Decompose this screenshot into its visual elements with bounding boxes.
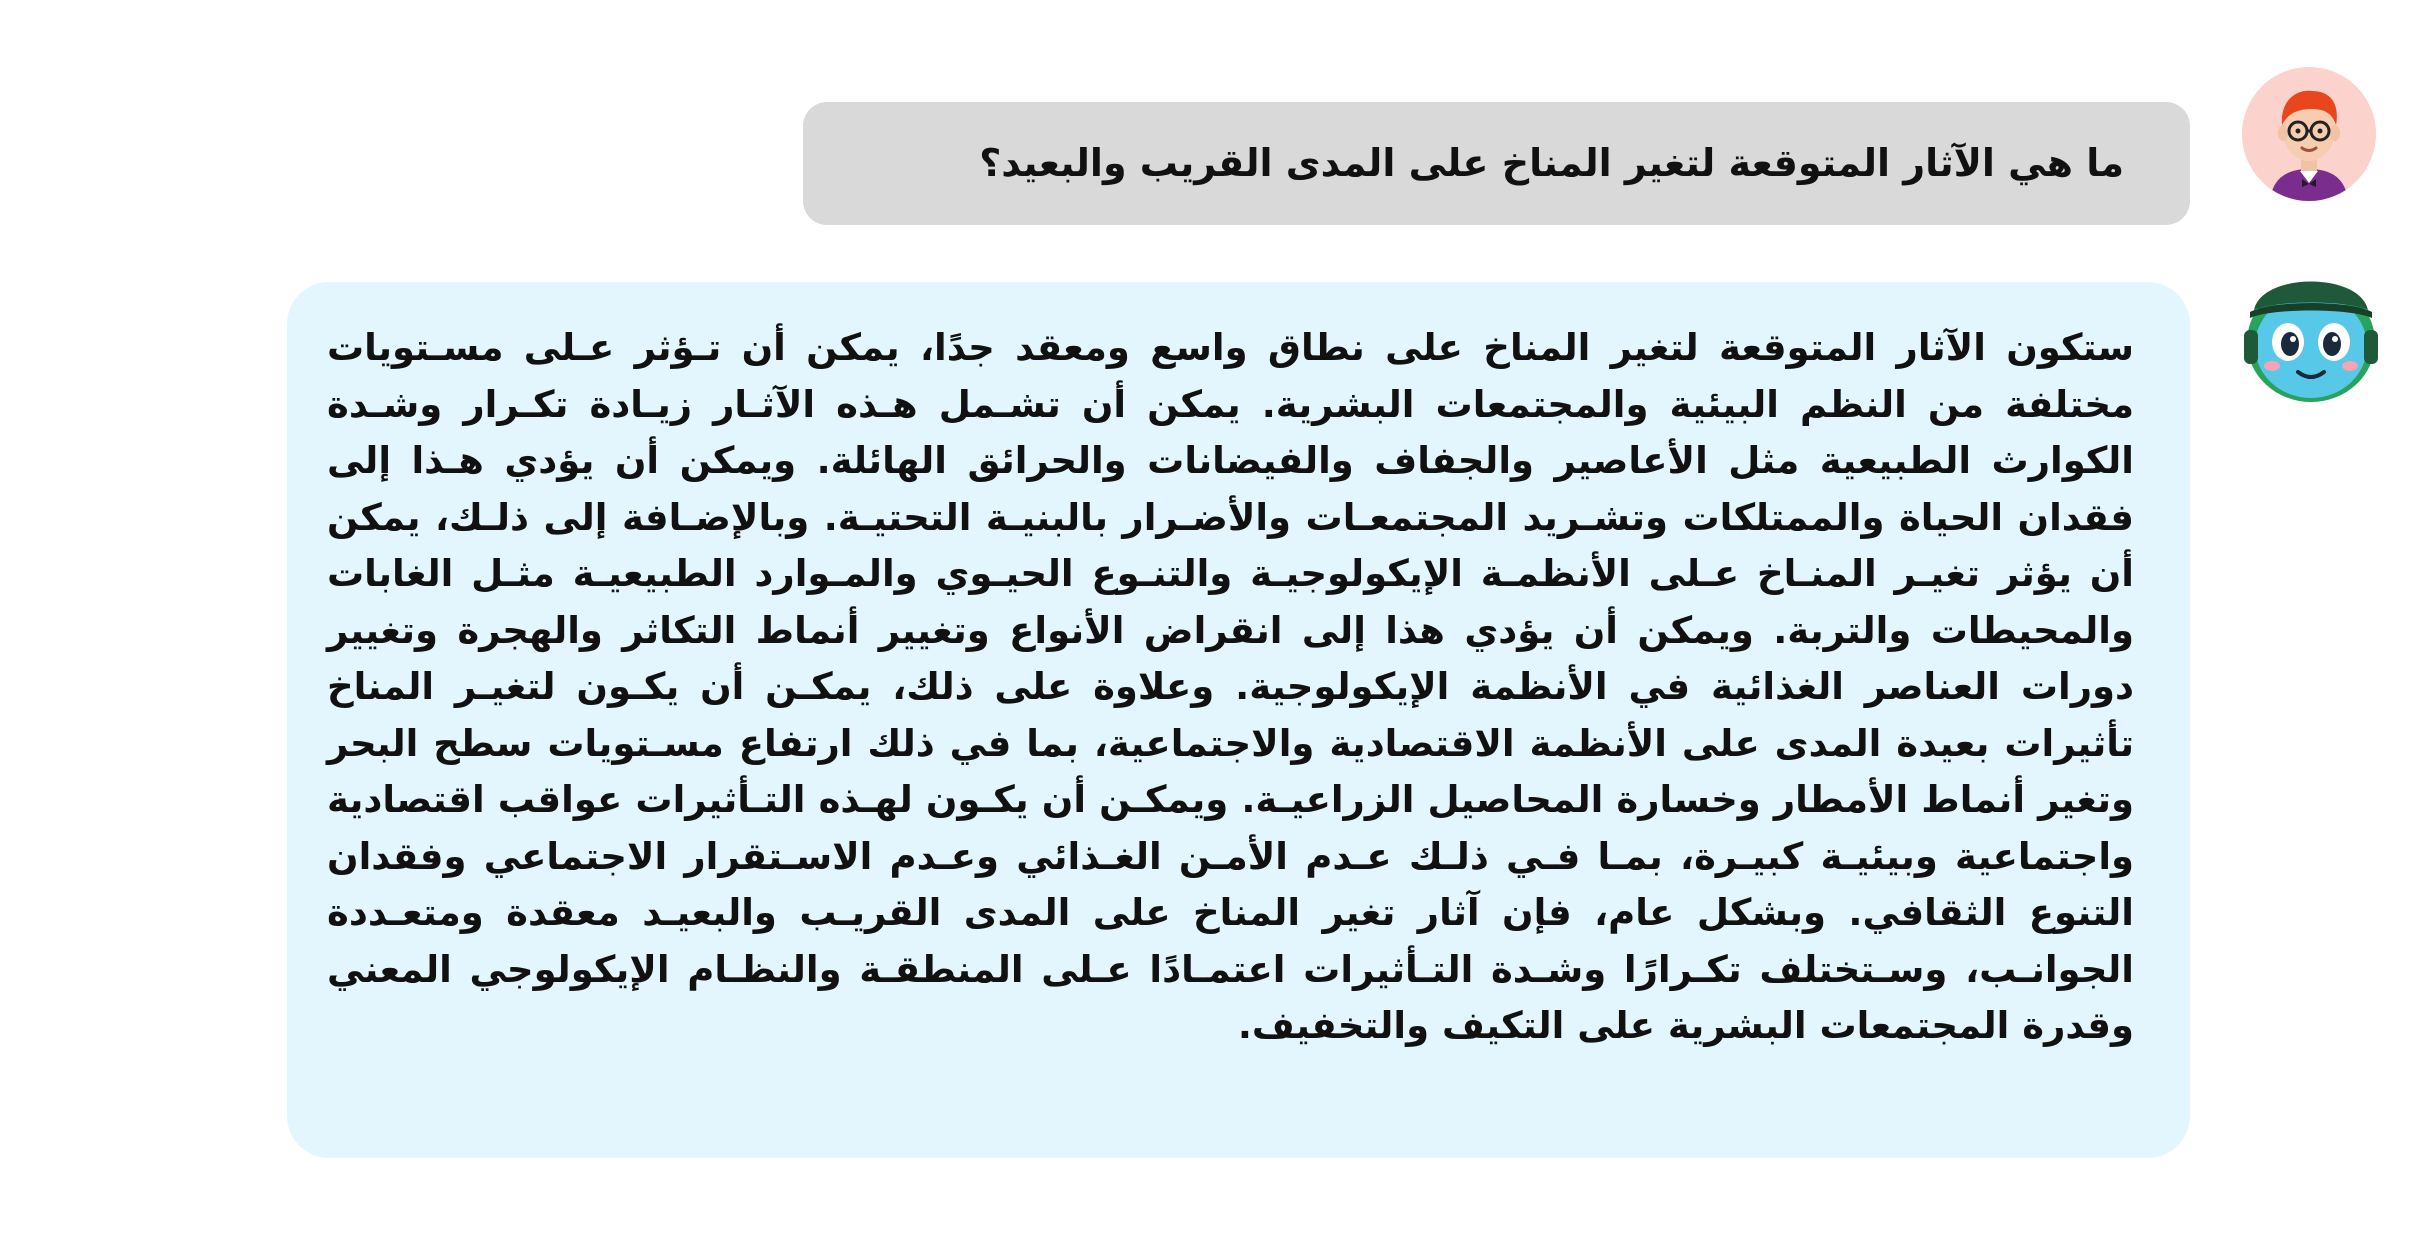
- robot-avatar-icon: [2242, 260, 2380, 406]
- user-message-text: ما هي الآثار المتوقعة لتغير المناخ على المدى القريب والبعيد؟: [979, 140, 2124, 185]
- user-message-bubble: [803, 102, 2190, 225]
- user-avatar-icon: [2242, 67, 2376, 201]
- assistant-message-bubble: [287, 282, 2190, 1158]
- assistant-message-text: ستكون الآثار المتوقعة لتغير المناخ على نطاق واسع ومعقد جدًا، يمكن أن تـؤثر عـلى مسـتويات مختلفة من النظم البيئية والمجتمعات البشرية. يمكن أن تشـمل هـذه الآثـار زيـادة تكـرار وشـدة الكوارث الطبيعية مثل الأعاصير والجفاف والفيضانات والحرائق الهائلة. ويمكن أن يؤدي هـذا إلى فقدان الحياة والممتلكات وتشـريد المجتمعـات والأضـرار بالبنيـة التحتيـة. وبالإضـافة إلى ذلـك، يمكن أن يؤثر تغيـر المنـاخ عـلى الأنظمـة الإيكولوجيـة والتنـوع الحيـوي والمـوارد الطبيعيـة مثـل الغابات والمحيطات والتربة. ويمكن أن يؤدي هذا إلى انقراض الأنواع وتغيير أنماط التكاثر والهجرة وتغيير دورات العناصر الغذائية في الأنظمة الإيكولوجية. وعلاوة على ذلك، يمكـن أن يكـون لتغيـر المناخ تأثيرات بعيدة المدى على الأنظمة الاقتصادية والاجتماعية، بما في ذلك ارتفاع مسـتويات سطح البحر وتغير أنماط الأمطار وخسارة المحاصيل الزراعيـة. ويمكـن أن يكـون لهـذه التـأثيرات عواقب اقتصادية واجتماعية وبيئيـة كبيـرة، بمـا فـي ذلـك عـدم الأمـن الغـذائي وعـدم الاسـتقرار الاجتماعي وفقدان التنوع الثقافي. وبشكل عام، فإن آثار تغير المناخ على المدى القريـب والبعيـد معقدة ومتعـددة الجوانـب، وسـتختلف تكـرارًا وشـدة التـأثيرات اعتمـادًا عـلى المنطقـة والنظـام الإيكولوجي المعني وقدرة المجتمعات البشرية على التكيف والتخفيف.: [327, 326, 2134, 1047]
